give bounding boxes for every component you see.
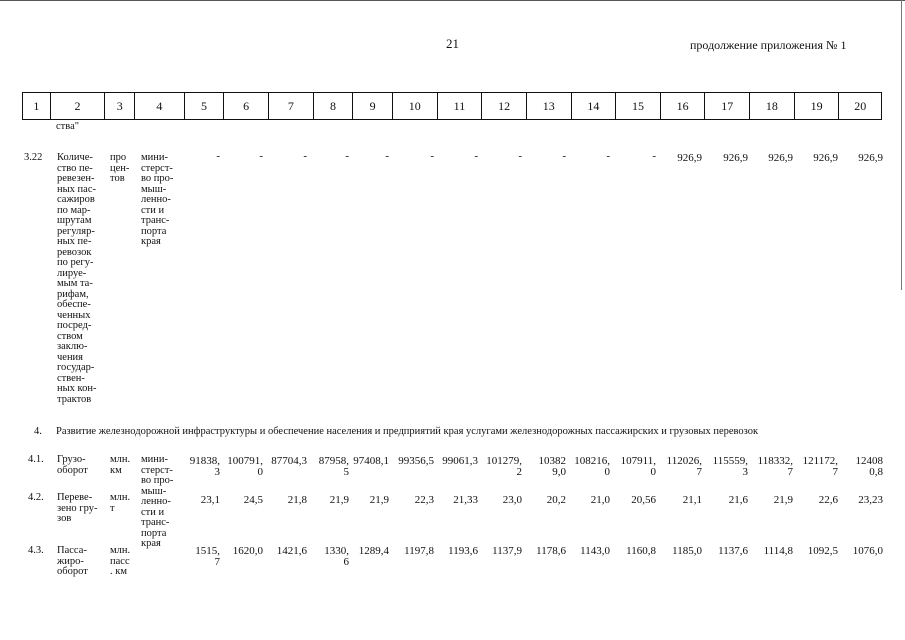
table-value: 926,9 <box>723 152 748 164</box>
row-name-line: по мар- <box>57 204 91 216</box>
responsible-line: во про- <box>141 173 174 184</box>
column-header-cell: 3 <box>105 93 135 119</box>
row-name-line: сажиров <box>57 194 95 205</box>
table-value: 99356,5 <box>398 455 434 467</box>
row-4-2-number: 4.2. <box>28 492 44 503</box>
table-value: 21,9 <box>773 494 793 506</box>
row-name-line: Переве- <box>57 492 93 503</box>
responsible-line: во про- <box>141 475 174 486</box>
table-value: 0,8 <box>869 466 883 478</box>
table-value: 10382 <box>538 455 566 467</box>
column-header-cell: 9 <box>353 93 393 119</box>
row-name-line: Грузо- <box>57 454 86 465</box>
row-name-line: шрутам <box>57 215 92 226</box>
row-3-22-responsible <box>141 153 173 248</box>
column-header-cell: 18 <box>750 93 795 119</box>
empty-dash: - <box>474 150 478 162</box>
responsible-line: ленно- <box>141 496 171 507</box>
row-name-line: оборот <box>57 464 88 476</box>
row-name-line: ревозок <box>57 246 92 258</box>
table-value: 1421,6 <box>276 545 307 557</box>
row-name-line: ство пе- <box>57 162 93 174</box>
row-name-line: Пасса- <box>57 545 87 556</box>
table-value: 1620,0 <box>232 545 263 557</box>
table-value: 121172, <box>802 455 838 467</box>
table-value: 1143,0 <box>580 545 610 557</box>
empty-dash: - <box>606 150 610 162</box>
table-value: 21,33 <box>453 494 478 506</box>
responsible-line: края <box>141 236 161 247</box>
unit-line: т <box>110 502 115 514</box>
row-name-line: государ- <box>57 362 95 373</box>
empty-dash: - <box>345 150 349 162</box>
table-value: 20,56 <box>631 494 656 506</box>
row-name-line: заклю- <box>57 341 88 352</box>
column-header-cell: 5 <box>185 93 225 119</box>
empty-dash: - <box>518 150 522 162</box>
unit-line: пасс <box>110 555 130 567</box>
row-name-line: мым та- <box>57 278 93 289</box>
row-4-1-name <box>57 455 88 476</box>
table-value: 12408 <box>855 455 883 467</box>
empty-dash: - <box>385 150 389 162</box>
table-value: 115559, <box>712 455 748 467</box>
carry-over-text: ства" <box>56 121 80 132</box>
row-name-line: зено гру- <box>57 502 98 514</box>
table-value: 7 <box>696 466 702 478</box>
table-value: 23,0 <box>502 494 522 506</box>
row-name-line: ревезен- <box>57 173 95 184</box>
table-value: 7 <box>787 466 793 478</box>
table-value: 926,9 <box>813 152 838 164</box>
row-3-22-name <box>57 153 96 405</box>
table-value: 3 <box>214 466 220 478</box>
row-name-line: ных пе- <box>57 236 92 247</box>
table-value: 9,0 <box>552 466 566 478</box>
row-3-22-number: 3.22 <box>24 152 43 163</box>
table-value: 87958, <box>318 455 349 467</box>
responsible-line: транс- <box>141 517 170 528</box>
row-name-line: чения <box>57 351 84 363</box>
column-header-cell: 15 <box>616 93 661 119</box>
table-value: 1178,6 <box>536 545 566 557</box>
responsible-line: стерст- <box>141 464 173 476</box>
column-header-cell: 13 <box>527 93 572 119</box>
responsible-line: ленно- <box>141 194 171 205</box>
responsible-line: порта <box>141 225 167 237</box>
table-value: 23,1 <box>200 494 220 506</box>
column-header-cell: 19 <box>795 93 840 119</box>
unit-line: про <box>110 152 127 163</box>
table-value: 91838, <box>189 455 220 467</box>
responsible-line: мини- <box>141 152 168 163</box>
table-value: 112026, <box>666 455 702 467</box>
table-value: 926,9 <box>858 152 883 164</box>
column-header-cell: 20 <box>854 98 867 113</box>
table-value: 926,9 <box>677 152 702 164</box>
scan-right-edge <box>901 0 902 290</box>
row-name-line: ченных <box>57 309 91 321</box>
row-4-3-unit <box>110 546 130 578</box>
table-value: 21,9 <box>369 494 389 506</box>
table-value: 108216, <box>574 455 610 467</box>
column-header-cell: 16 <box>661 93 706 119</box>
empty-dash: - <box>652 150 656 162</box>
table-value: 21,1 <box>682 494 702 506</box>
responsible-line: мини- <box>141 454 168 465</box>
empty-dash: - <box>303 150 307 162</box>
responsible-line: мыш- <box>141 485 167 497</box>
row-4-2-unit <box>110 493 130 514</box>
table-value: 20,2 <box>546 494 566 506</box>
column-header-cell: 6 <box>224 93 269 119</box>
table-value: 87704,3 <box>271 455 307 467</box>
column-header-cell: 8 <box>314 93 354 119</box>
section-4-title: Развитие железнодорожной инфраструктуры и обеспечение населения и предприятий края услугами железнодорожных пассажирских и грузовых перевозок <box>56 426 759 437</box>
table-value: 7 <box>214 556 220 568</box>
unit-line: млн. <box>110 454 131 465</box>
table-value: 0 <box>650 466 656 478</box>
row-3-22-unit <box>110 153 129 185</box>
table-value: 22,3 <box>414 494 434 506</box>
page-number: 21 <box>446 36 459 51</box>
column-header-cell: 17 <box>705 93 750 119</box>
row-name-line: рифам, <box>57 288 89 300</box>
table-value: 1160,8 <box>626 545 656 557</box>
row-name-line: посред- <box>57 320 92 331</box>
row-name-line: зов <box>57 513 72 524</box>
table-value: 118332, <box>757 455 793 467</box>
table-value: 21,9 <box>329 494 349 506</box>
unit-line: цен- <box>110 162 130 174</box>
unit-line: км <box>110 464 122 476</box>
row-name-line: Количе- <box>57 152 93 163</box>
table-value: 22,6 <box>818 494 838 506</box>
column-header-cell: 10 <box>393 93 438 119</box>
table-value: 6 <box>343 556 349 568</box>
row-name-line: лируе- <box>57 267 87 279</box>
continuation-note: продолжение приложения № 1 <box>690 38 847 52</box>
table-value: 5 <box>343 466 349 478</box>
table-value: 23,23 <box>858 494 883 506</box>
table-value: 3 <box>742 466 748 478</box>
empty-dash: - <box>259 150 263 162</box>
row-name-line: жиро- <box>57 555 84 567</box>
row-4-3-number: 4.3. <box>28 545 44 556</box>
unit-line: . км <box>110 566 127 577</box>
table-value: 1289,4 <box>358 545 389 557</box>
table-value: 1137,9 <box>492 545 522 557</box>
column-header-cell: 7 <box>269 93 314 119</box>
table-value: 21,6 <box>728 494 748 506</box>
section-4-responsible <box>141 455 173 550</box>
column-header-cell: 12 <box>482 93 527 119</box>
empty-dash: - <box>216 150 220 162</box>
table-value: 926,9 <box>768 152 793 164</box>
table-value: 1114,8 <box>763 545 793 557</box>
responsible-line: порта <box>141 527 167 539</box>
responsible-line: мыш- <box>141 183 167 195</box>
table-value: 1197,8 <box>404 545 434 557</box>
responsible-line: края <box>141 538 161 549</box>
row-name-line: обеспе- <box>57 299 91 310</box>
unit-line: млн. <box>110 545 131 556</box>
table-value: 1137,6 <box>718 545 748 557</box>
column-header-cell: 11 <box>438 93 483 119</box>
table-value: 1076,0 <box>852 545 883 557</box>
table-value: 101279, <box>486 455 522 467</box>
table-value: 97408,1 <box>353 455 389 467</box>
table-value: 1185,0 <box>672 545 702 557</box>
column-header-cell: 4 <box>135 93 185 119</box>
row-4-1-unit <box>110 455 130 476</box>
table-value: 0 <box>257 466 263 478</box>
table-value: 107911, <box>620 455 656 467</box>
responsible-line: стерст- <box>141 162 173 174</box>
table-value: 99061,3 <box>442 455 478 467</box>
table-value: 1515, <box>195 545 220 557</box>
table-value: 21,8 <box>287 494 307 506</box>
row-4-3-name <box>57 546 88 578</box>
responsible-line: транс- <box>141 215 170 226</box>
table-value: 1330, <box>324 545 349 557</box>
responsible-line: сти и <box>141 204 165 216</box>
table-value: 24,5 <box>243 494 263 506</box>
row-name-line: ных пас- <box>57 183 96 195</box>
row-4-1-number: 4.1. <box>28 454 44 465</box>
row-name-line: оборот <box>57 566 88 577</box>
table-value: 100791, <box>227 455 263 467</box>
row-name-line: ных кон- <box>57 383 97 394</box>
empty-dash: - <box>562 150 566 162</box>
row-4-2-name <box>57 493 97 525</box>
row-name-line: ствен- <box>57 372 85 384</box>
unit-line: тов <box>110 173 125 184</box>
empty-dash: - <box>430 150 434 162</box>
row-name-line: ством <box>57 330 83 342</box>
table-value: 2 <box>516 466 522 478</box>
unit-line: млн. <box>110 492 131 503</box>
column-header-cell: 1 <box>23 93 51 119</box>
table-value: 7 <box>832 466 838 478</box>
table-value: 21,0 <box>590 494 610 506</box>
scan-top-edge <box>0 0 905 1</box>
column-number-header <box>22 92 882 120</box>
row-name-line: регуляр- <box>57 225 95 237</box>
table-value: 1092,5 <box>807 545 838 557</box>
column-header-cell: 14 <box>572 93 617 119</box>
table-value: 0 <box>604 466 610 478</box>
section-4-number: 4. <box>34 426 42 437</box>
responsible-line: сти и <box>141 506 165 518</box>
table-value: 1193,6 <box>448 545 478 557</box>
column-header-cell: 2 <box>51 93 106 119</box>
row-name-line: по регу- <box>57 257 94 268</box>
row-name-line: трактов <box>57 393 92 405</box>
